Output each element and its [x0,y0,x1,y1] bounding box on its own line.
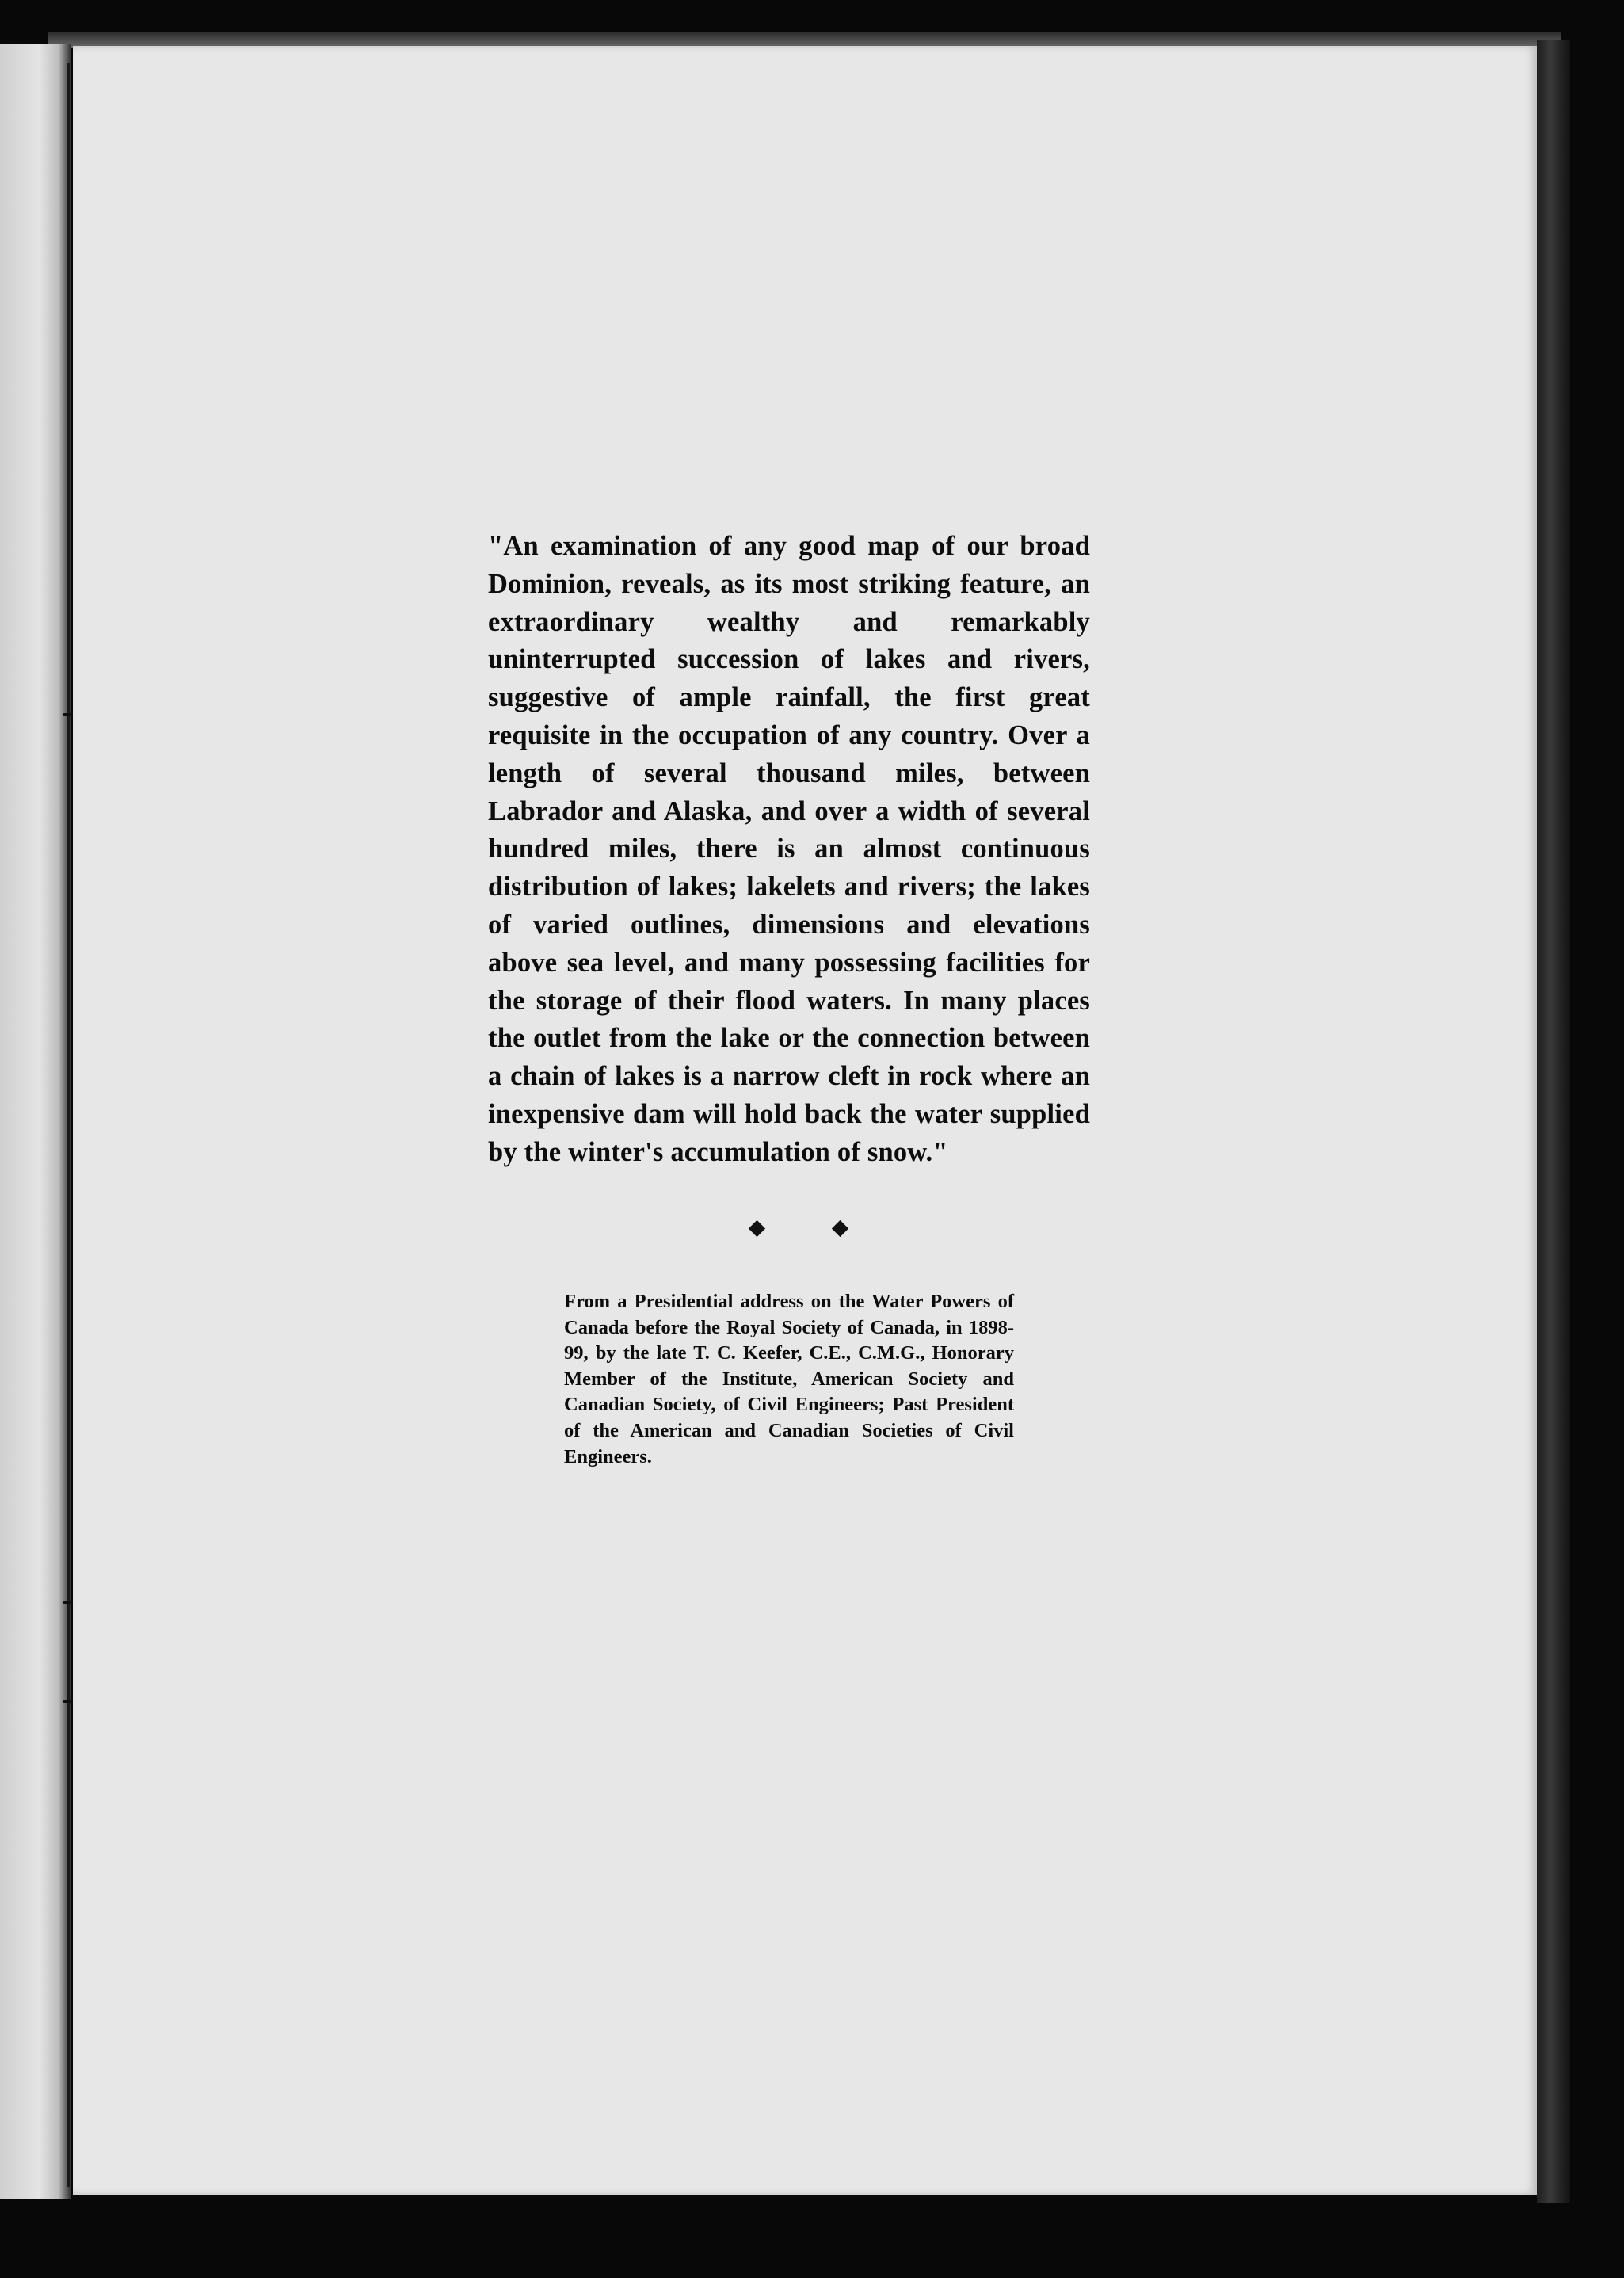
diamond-ornament-icon [832,1219,848,1236]
page-top-shadow [48,32,1561,48]
facing-page-edge [0,44,71,2199]
attribution-paragraph: From a Presidential address on the Water Powers of Canada before the Royal Society of Canada, in 1898-99, by the late T. C. Keefer, C.E., C.M.G., Honorary Member of the Institute, American Society and Canadian Society, of Civil Engineers; Past President of the American and Canadian Societies of Civil Engineers. [564,1291,1014,1467]
section-ornament [751,1212,846,1244]
page-right-edge [1537,40,1570,2203]
diamond-ornament-icon [749,1219,765,1236]
spine-mark [63,713,73,716]
quote-paragraph: "An examination of any good map of our broad Dominion, reveals, as its most striking feature, an extraordinary wealthy and remarkably uninterrupted succession of lakes and rivers, suggestive of ample rainfall, the first great requisite in the occupation of any country. Over a length of several thousand miles, between Labrador and Alaska, and over a width of several hundred miles, there is an almost continuous distribution of lakes; lakelets and rivers; the lakes of varied outlines, dimensions and elevations above sea level, and many possessing facilities for the storage of their flood waters. In many places the outlet from the lake or the connection between a chain of lakes is a narrow cleft in rock where an inexpensive dam will hold back the water supplied by the winter's accumulation of snow." [488,531,1090,1167]
spine-mark [63,1700,73,1703]
book-spine [67,63,70,2187]
spine-mark [63,1601,73,1604]
